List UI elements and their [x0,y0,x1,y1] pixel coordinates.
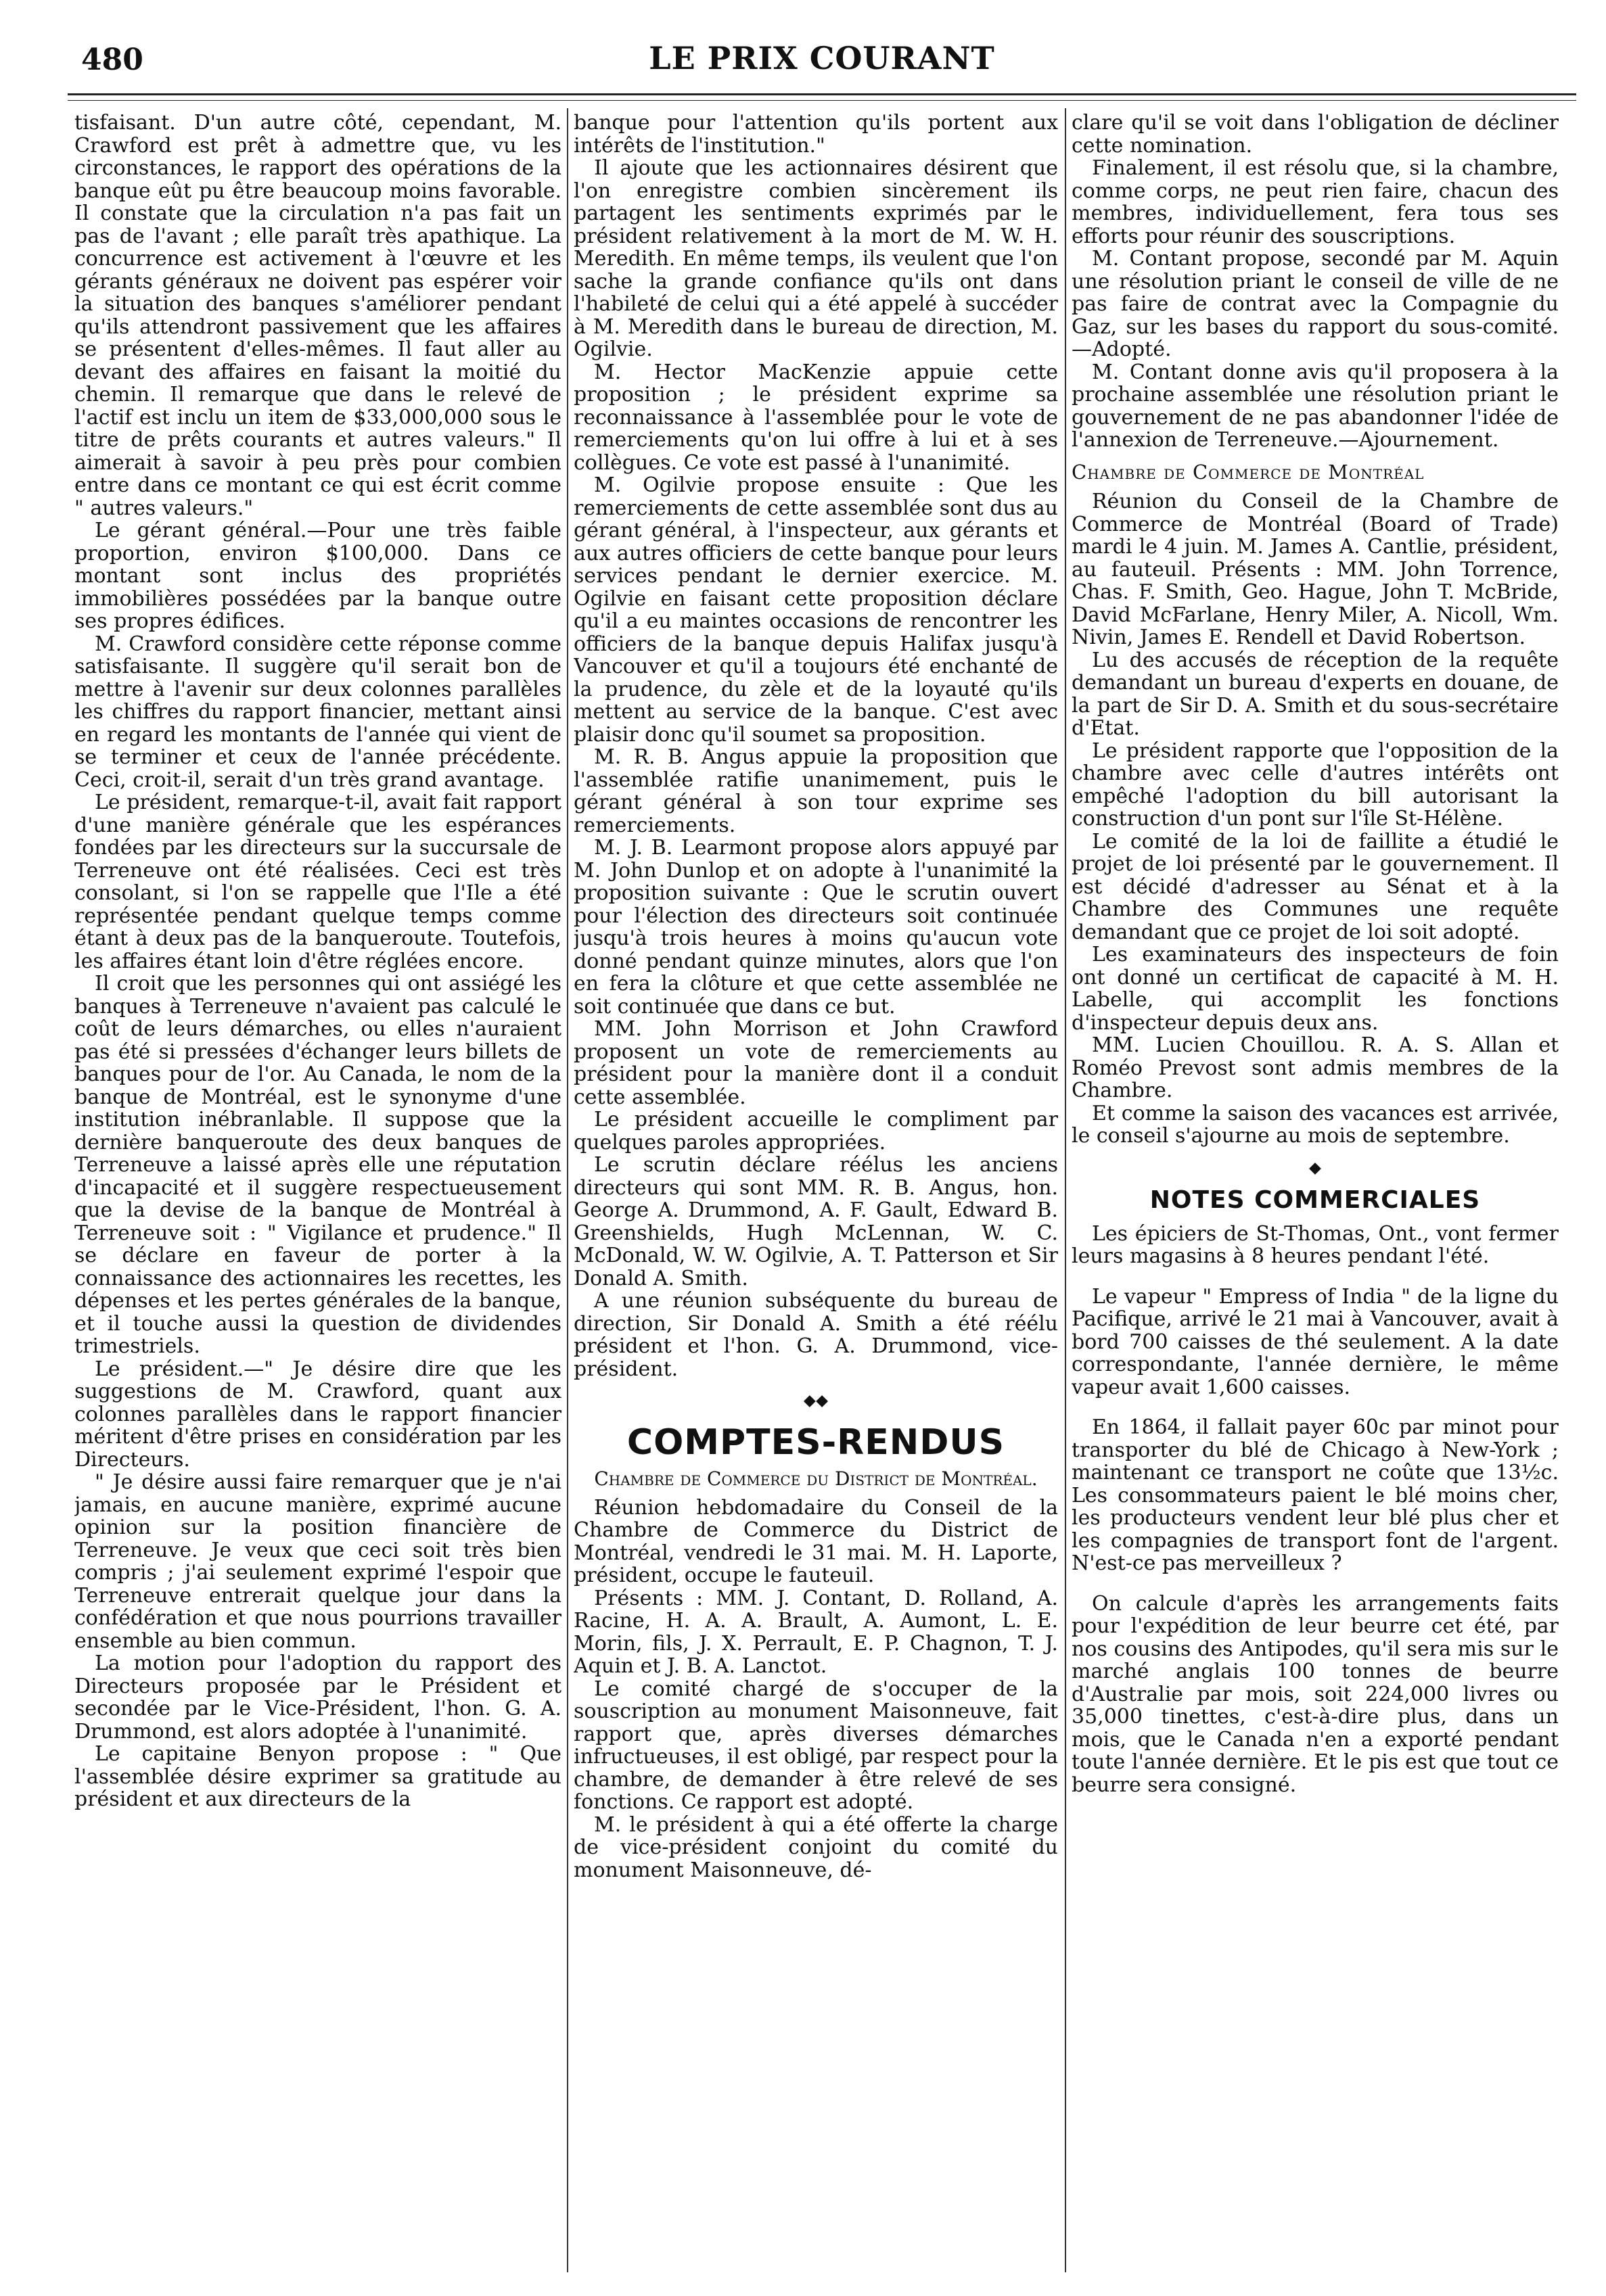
paragraph: Le président accueille le compliment par quelques paroles appropriées. [574,1108,1058,1154]
paragraph: M. Contant donne avis qu'il proposera à la prochaine assemblée une résolution priant le gouvernement de ne pas abandonner l'idée de l'annexion de Terreneuve.—Ajournement. [1072,360,1559,452]
header-rule [68,93,1576,95]
paragraph: On calcule d'après les arrangements faits pour l'expédition de leur beurre cet été, par nos cousins des Antipodes, qu'il sera mis sur le marché anglais 100 tonnes de beurre d'Australie par mois, soit 224,000 livres ou 35,000 tinettes, c'est-à-dire plus, dans un mois, que le Canada n'en a exporté pendant toute l'année dernière. Et le pis est que tout ce beurre sera consigné. [1072,1591,1559,1797]
header-rule-thin [68,100,1576,101]
section-heading: Chambre de Commerce de Montréal [1072,460,1425,484]
paragraph: Présents : MM. J. Contant, D. Rolland, A. Racine, H. A. A. Brault, A. Aumont, L. E. Morin, fils, J. X. Perrault, E. P. Chagnon, T. J. Aquin et J. B. A. Lanctot. [574,1586,1058,1678]
paragraph: M. Ogilvie propose ensuite : Que les remerciements de cette assemblée sont dus au gérant général, à l'inspecteur, aux gérants et aux autres officiers de cette banque pour leurs services pendant le dernier exercice. M. Ogilvie en faisant cette proposition déclare qu'il a eu maintes occasions de rencontrer les officiers de la banque depuis Halifax jusqu'à Vancouver et qu'il a toujours été enchanté de la prudence, du zèle et de la loyauté qu'ils mettent au service de la banque. C'est avec plaisir donc qu'il soumet sa proposition. [574,473,1058,747]
ornament: ⬥⬥ [803,1390,829,1411]
paragraph: " Je désire aussi faire remarquer que je n'ai jamais, en aucune manière, exprimé aucune opinion sur la position financière de Terreneuve. Je veux que ceci soit très bien compris ; j'ai seulement exprimé l'espoir que Terreneuve entrerait quelque jour dans la confédération et que nous pourrions travailler ensemble au bien commun. [74,1470,561,1653]
page-header [68,37,1576,78]
paragraph: MM. John Morrison et John Crawford proposent un vote de remerciements au président pour la manière dont il a conduit cette assemblée. [574,1017,1058,1109]
paragraph: M. le président à qui a été offerte la charge de vice-président conjoint du comité du monument Maisonneuve, dé- [574,1812,1058,1882]
column-1 [74,112,561,2276]
paragraph: Le comité chargé de s'occuper de la souscription au monument Maisonneuve, fait rapport que, après diverses démarches infructueuses, il est obligé, par respect pour la chambre, de demander à être relevé de ses fonctions. Ce rapport est adopté. [574,1677,1058,1814]
section-title: COMPTES-RENDUS [626,1422,1005,1463]
paragraph: En 1864, il fallait payer 60c par minot pour transporter du blé de Chicago à New-York ; maintenant ce transport ne coûte que 13½c. Les consommateurs paient le blé moins cher, les producteurs vendent leur blé plus cher et les compagnies de transport font de l'argent. N'est-ce pas merveilleux ? [1072,1415,1559,1575]
paragraph: Le gérant général.—Pour une très faible proportion, environ $100,000. Dans ce montant sont inclus des propriétés immobilières possédées par la banque outre ses propres édifices. [74,519,561,633]
paragraph: Réunion du Conseil de la Chambre de Commerce de Montréal (Board of Trade) mardi le 4 juin. M. James A. Cantlie, président, au fauteuil. Présents : MM. John Torrence, Chas. F. Smith, Geo. Hague, John T. McBride, David McFarlane, Henry Miler, A. Nicoll, Wm. Nivin, James E. Rendell et David Robertson. [1072,490,1559,649]
paragraph: Le capitaine Benyon propose : " Que l'assemblée désire exprimer sa gratitude au président et aux directeurs de la [74,1742,561,1811]
page-number: 480 [81,43,143,77]
paragraph: Le comité de la loi de faillite a étudié le projet de loi présenté par le gouvernement. Il est décidé d'adresser au Sénat et à la Chambre des Communes une requête demandant que ce projet de loi soit adopté. [1072,829,1559,944]
paragraph: Le vapeur " Empress of India " de la ligne du Pacifique, arrivé le 21 mai à Vancouver, avait à bord 700 caisses de thé seulement. A la date correspondante, l'année dernière, le même vapeur avait 1,600 caisses. [1072,1284,1559,1399]
paragraph: M. R. B. Angus appuie la proposition que l'assemblée ratifie unanimement, puis le gérant général à son tour exprime ses remerciements. [574,745,1058,837]
paragraph: Lu des accusés de réception de la requête demandant un bureau d'experts en douane, de la part de Sir D. A. Smith et du sous-secrétaire d'Etat. [1072,648,1559,740]
paragraph: Réunion hebdomadaire du Conseil de la Chambre de Commerce du District de Montréal, vendredi le 31 mai. M. H. Laporte, président, occupe le fauteuil. [574,1495,1058,1587]
paragraph: Le scrutin déclare réélus les anciens directeurs qui sont MM. R. B. Angus, hon. George A. Drummond, A. F. Gault, Edward B. Greenshields, Hugh McLennan, W. C. McDonald, W. W. Ogilvie, A. T. Patterson et Sir Donald A. Smith. [574,1153,1058,1290]
paragraph: Il croit que les personnes qui ont assiégé les banques à Terreneuve n'avaient pas calculé le coût de leurs démarches, ou elles n'auraient pas été si pressées d'échanger leurs billets de banques pour de l'or. Au Canada, le nom de la banque de Montréal, est le synonyme d'une institution inébranlable. Il suppose que la dernière banqueroute des deux banques de Terreneuve a laissé après elle une réputation d'incapacité et il suggère respectueusement que la devise de la banque de Montréal à Terreneuve soit : " Vigilance et prudence." Il se déclare en faveur de porter à la connaissance des actionnaires les recettes, les dépenses et les pertes générales de la banque, et il touche aussi la question de dividendes trimestriels. [74,972,561,1358]
column-divider [1065,108,1066,2272]
spacer [1072,1268,1559,1286]
paragraph: M. J. B. Learmont propose alors appuyé par M. John Dunlop et on adopte à l'unanimité la proposition suivante : Que le scrutin ouvert pour l'élection des directeurs soit continuée jusqu'à trois heures à moins qu'aucun vote donné pendant quinze minutes, alors que l'on en fera la clôture et que cette assemblée ne soit continuée que dans ce but. [574,836,1058,1018]
column-divider [567,108,568,2272]
paragraph: A une réunion subséquente du bureau de direction, Sir Donald A. Smith a été réélu président et l'hon. G. A. Drummond, vice-président. [574,1289,1058,1381]
paragraph: Les examinateurs des inspecteurs de foin ont donné un certificat de capacité à M. H. Labelle, qui accomplit les fonctions d'inspecteur depuis deux ans. [1072,943,1559,1035]
paragraph: La motion pour l'adoption du rapport des Directeurs proposée par le Président et secondée par le Vice-Président, l'hon. G. A. Drummond, est alors adoptée à l'unanimité. [74,1651,561,1743]
notes-title: NOTES COMMERCIALES [1149,1186,1481,1214]
paragraph: clare qu'il se voit dans l'obligation de décliner cette nomination. [1072,112,1559,158]
paragraph: Le président rapporte que l'opposition de la chambre avec celle d'autres intérêts ont empêché l'adoption du bill autorisant la construction d'un pont sur l'île St-Hélène. [1072,739,1559,830]
section-subtitle: Chambre de Commerce du District de Montréal. [594,1467,1038,1490]
paragraph: Et comme la saison des vacances est arrivée, le conseil s'ajourne au mois de septembre. [1072,1101,1559,1148]
paragraph: tisfaisant. D'un autre côté, cependant, M. Crawford est prêt à admettre que, vu les circonstances, le rapport des opérations de la banque eût pu être beaucoup moins favorable. Il constate que la circulation n'a pas fait un pas de l'avant ; elle paraît très apathique. La concurrence est activement à l'œuvre et les gérants généraux ne doivent pas espérer voir la situation des banques s'améliorer pendant qu'ils attendront passivement que les affaires se présentent d'elles-mêmes. Il faut aller au devant des affaires en faisant la moitié du chemin. Il remarque que dans le relevé de l'actif est inclu un item de $33,000,000 sous le titre de prêts courants et autres valeurs." Il aimerait à savoir à peu près pour combien entre dans ce montant ce qui est écrit comme " autres valeurs." [74,112,561,520]
paragraph: Les épiciers de St-Thomas, Ont., vont fermer leurs magasins à 8 heures pendant l'été. [1072,1221,1559,1268]
paragraph: MM. Lucien Chouillou. R. A. S. Allan et Roméo Prevost sont admis membres de la Chambre. [1072,1033,1559,1102]
paragraph: Le président.—" Je désire dire que les suggestions de M. Crawford, quant aux colonnes parallèles dans le rapport financier méritent d'être prises en considération par les Directeurs. [74,1357,561,1472]
paragraph: Le président, remarque-t-il, avait fait rapport d'une manière générale que les espérances fondées par les directeurs sur la succursale de Terreneuve ont été réalisées. Ceci est très consolant, si l'on se rappelle que l'Ile a été représentée pendant quelque temps comme étant à deux pas de la banqueroute. Toutefois, les affaires étant loin d'être réglées encore. [74,791,561,973]
column-3 [1072,112,1559,2276]
column-2 [574,112,1058,2276]
paragraph: M. Contant propose, secondé par M. Aquin une résolution priant le conseil de ville de ne pas faire de contrat avec la Compagnie du Gaz, sur les bases du rapport du sous-comité.—Adopté. [1072,247,1559,361]
paragraph: M. Hector MacKenzie appuie cette proposition ; le président exprime sa reconnaissance à l'assemblée pour le vote de remerciements qu'on lui offre à lui et à ses collègues. Ce vote est passé à l'unanimité. [574,360,1058,475]
paragraph: Finalement, il est résolu que, si la chambre, comme corps, ne peut rien faire, chacun des membres, individuellement, fera tous ses efforts pour réunir des souscriptions. [1072,156,1559,248]
paragraph: Il ajoute que les actionnaires désirent que l'on enregistre combien sincèrement ils partagent les sentiments exprimés par le président relativement à la mort de M. W. H. Meredith. En même temps, ils veulent que l'on sache la grande confiance qu'ils ont dans l'habileté de celui qui a été appelé à succéder à M. Meredith dans le bureau de direction, M. Ogilvie. [574,156,1058,361]
ornament: ⬥ [1308,1157,1322,1178]
paragraph: M. Crawford considère cette réponse comme satisfaisante. Il suggère qu'il serait bon de mettre à l'avenir sur deux colonnes parallèles les chiffres du rapport financier, mettant ainsi en regard les montants de l'année qui vient de se terminer et ceux de l'année précédente. Ceci, croit-il, serait d'un très grand avantage. [74,632,561,792]
running-title: LE PRIX COURANT [649,40,995,76]
paragraph: banque pour l'attention qu'ils portent aux intérêts de l'institution." [574,112,1058,158]
spacer [1072,1399,1559,1416]
spacer [1072,1575,1559,1593]
